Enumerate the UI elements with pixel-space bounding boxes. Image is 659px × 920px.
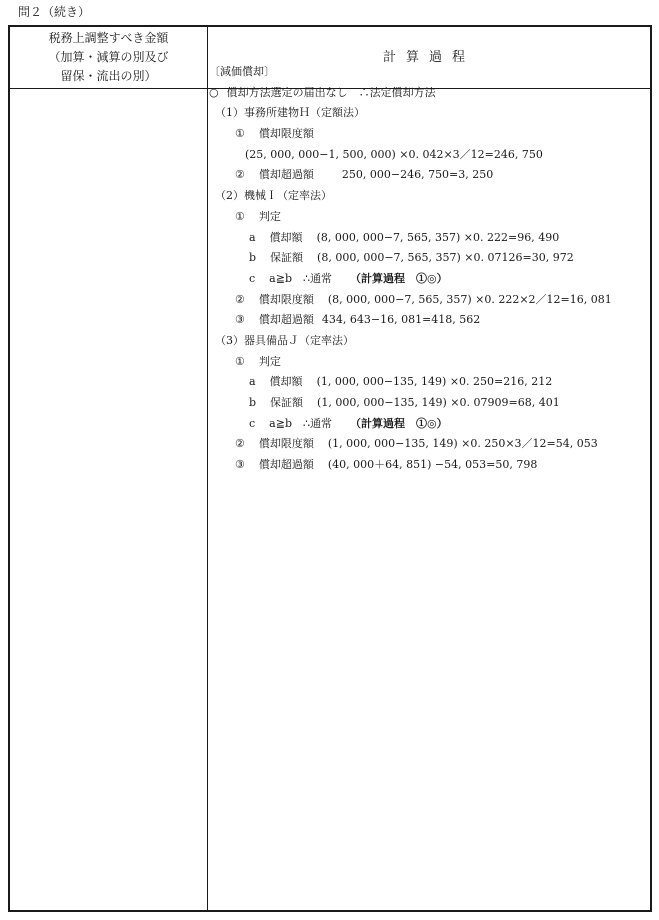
page-header: 問２（続き）	[18, 5, 91, 19]
item3-c-letter: c	[249, 416, 256, 430]
item2-sub2-formula: (8, 000, 000−7, 565, 357) ×0. 222×2／12=16, 081	[327, 292, 612, 306]
item3-sub2	[207, 434, 647, 455]
item2-b	[207, 248, 647, 269]
item3-b	[207, 393, 647, 414]
item3-sub3	[207, 455, 647, 476]
intro-text: 償却方法選定の届出なし ∴法定償却方法	[226, 85, 436, 99]
item3-sub2-num: ②	[235, 437, 245, 451]
item2-title: （2）機械Ｉ（定率法）	[215, 189, 332, 203]
item3-sub3-label: 償却超過額	[258, 458, 314, 472]
left-header-line-3: 留保・流出の別）	[60, 69, 157, 83]
section-title: 〔減価償却〕	[209, 65, 275, 78]
item3-a-formula: (1, 000, 000−135, 149) ×0. 250=216, 212	[316, 375, 553, 389]
item2-b-label: 保証額	[270, 251, 304, 265]
item3-c	[207, 414, 647, 435]
item3-sub3-num: ③	[235, 458, 245, 472]
item2-sub1-label: 判定	[258, 209, 281, 223]
item1-title: （1）事務所建物Ｈ（定額法）	[215, 106, 365, 120]
item3-sub1-label: 判定	[258, 354, 281, 368]
item2-a	[207, 228, 647, 249]
item2-c	[207, 269, 647, 290]
item2-sub1	[207, 207, 647, 228]
left-header-line-2: （加算・減算の別及び	[48, 50, 169, 64]
item2-b-letter: b	[249, 251, 257, 265]
item3-b-formula: (1, 000, 000−135, 149) ×0. 07909=68, 401	[317, 396, 560, 409]
item2-sub1-num: ①	[235, 209, 245, 223]
item3-c-text: a≧b ∴通常	[269, 416, 332, 430]
item1-sub1-num: ①	[235, 127, 245, 141]
item1-sub2	[207, 165, 647, 186]
left-header-line-1: 税務上調整すべき金額	[48, 31, 169, 45]
item3-a-letter: a	[249, 375, 256, 389]
item3-c-note: （計算過程 ①◎）	[350, 416, 448, 430]
item1-sub1-formula: (25, 000, 000−1, 500, 000) ×0. 042×3／12=246, 750	[245, 147, 543, 161]
item3-sub1	[207, 352, 647, 373]
item2-c-text: a≧b ∴通常	[269, 271, 332, 285]
bullet-icon: ○	[209, 85, 219, 99]
item1-sub1	[207, 124, 647, 145]
item2-sub2	[207, 290, 647, 311]
item2-c-note: （計算過程 ①◎）	[350, 271, 448, 285]
item3-sub1-num: ①	[235, 354, 245, 368]
item1-sub2-num: ②	[235, 168, 245, 182]
item2-a-formula: (8, 000, 000−7, 565, 357) ×0. 222=96, 490	[316, 230, 560, 244]
item2-sub2-num: ②	[235, 292, 245, 306]
item3-a	[207, 372, 647, 393]
item2-a-label: 償却額	[269, 230, 303, 244]
item3-title: （3）器具備品Ｊ（定率法）	[215, 333, 354, 347]
item3-b-label: 保証額	[270, 396, 304, 409]
item3-a-label: 償却額	[269, 375, 303, 389]
item2-sub3	[207, 310, 647, 331]
left-column-header	[10, 29, 207, 86]
item3-sub2-formula: (1, 000, 000−135, 149) ×0. 250×3／12=54, 053	[327, 437, 598, 451]
item3-sub2-label: 償却限度額	[258, 437, 314, 451]
item2-sub3-label: 償却超過額	[258, 313, 314, 327]
item3-b-letter: b	[249, 396, 257, 409]
right-column-header: 計算過程	[382, 50, 475, 65]
item2-b-formula: (8, 000, 000−7, 565, 357) ×0. 07126=30, 972	[317, 251, 574, 265]
item2-sub3-num: ③	[235, 313, 245, 327]
item2-sub3-formula: 434, 643−16, 081=418, 562	[321, 313, 481, 327]
item1-sub2-label: 償却超過額	[258, 168, 314, 182]
intro-line	[207, 83, 647, 104]
item1-sub2-formula: 250, 000−246, 750=3, 250	[341, 168, 494, 182]
item3-sub3-formula: (40, 000＋64, 851) −54, 053=50, 798	[327, 458, 538, 472]
item2-a-letter: a	[249, 230, 256, 244]
calculation-process	[207, 62, 647, 476]
item2-c-letter: c	[249, 271, 256, 285]
item1-sub1-label: 償却限度額	[258, 127, 314, 141]
item2-sub2-label: 償却限度額	[258, 292, 314, 306]
